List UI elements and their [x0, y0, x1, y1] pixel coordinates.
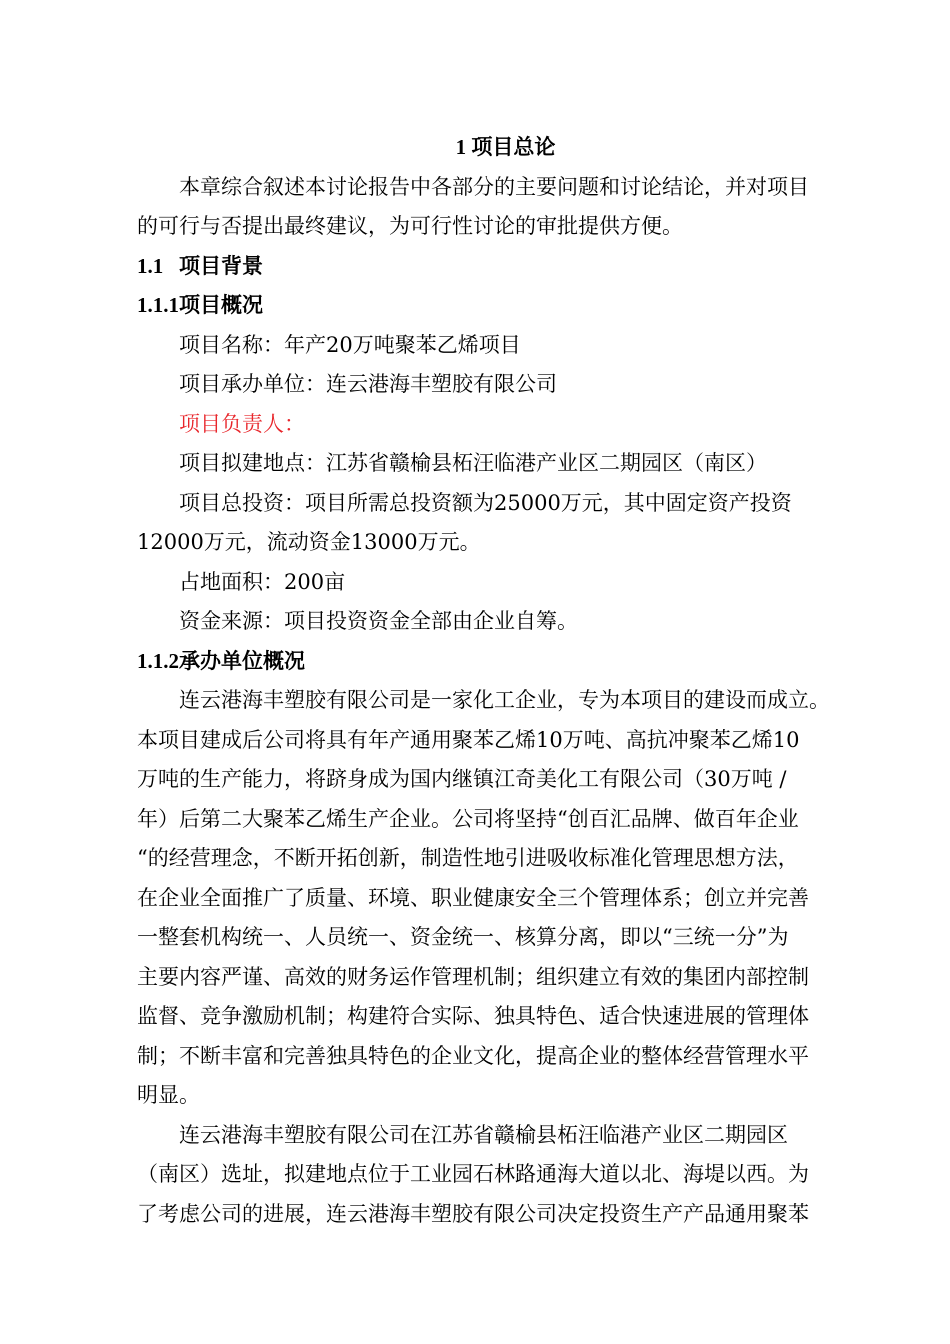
chapter-title: 1 项目总论 [455, 135, 556, 159]
project-leader: 项目负责人： [179, 411, 305, 436]
project-investment-line-1: 项目总投资：项目所需总投资额为25000万元，其中固定资产投资 [179, 490, 792, 515]
project-name: 项目名称：年产20万吨聚苯乙烯项目 [179, 332, 521, 357]
project-investment-line-2: 12000万元，流动资金13000万元。 [137, 530, 481, 554]
para1-line-1: 连云港海丰塑胶有限公司是一家化工企业，专为本项目的建设而成立。 [179, 688, 830, 712]
intro-line-2: 的可行与否提出最终建议，为可行性讨论的审批提供方便。 [137, 214, 683, 238]
para1-line-5: “的经营理念，不断开拓创新，制造性地引进吸收标准化管理思想方法， [137, 846, 799, 870]
para1-line-11: 明显。 [137, 1083, 200, 1107]
project-unit: 项目承办单位：连云港海丰塑胶有限公司 [179, 372, 557, 396]
para1-line-10: 制；不断丰富和完善独具特色的企业文化，提高企业的整体经营管理水平 [137, 1043, 809, 1068]
para2-line-1: 连云港海丰塑胶有限公司在江苏省赣榆县柘汪临港产业区二期园区 [179, 1122, 788, 1147]
project-funding: 资金来源：项目投资资金全部由企业自筹。 [179, 609, 578, 633]
section-heading-1-1-1: 1.1.1项目概况 [137, 293, 263, 317]
para1-line-2: 本项目建成后公司将具有年产通用聚苯乙烯10万吨、高抗冲聚苯乙烯10 [137, 727, 800, 752]
project-area: 占地面积：200亩 [179, 569, 346, 594]
intro-line-1: 本章综合叙述本讨论报告中各部分的主要问题和讨论结论，并对项目 [179, 174, 809, 199]
para1-line-9: 监督、竞争激励机制；构建符合实际、独具特色、适合快速进展的管理体 [137, 1004, 809, 1028]
para1-line-7: 一整套机构统一、人员统一、资金统一、核算分离，即以“三统一分”为 [137, 925, 789, 949]
section-heading-1-1-2: 1.1.2承办单位概况 [137, 648, 305, 673]
document-body [137, 128, 862, 1234]
section-heading-1-1: 1.1 项目背景 [137, 253, 263, 278]
para1-line-4: 年）后第二大聚苯乙烯生产企业。公司将坚持“创百汇品牌、做百年企业 [137, 806, 799, 831]
para1-line-6: 在企业全面推广了质量、环境、职业健康安全三个管理体系；创立并完善 [137, 885, 809, 910]
para1-line-3: 万吨的生产能力，将跻身成为国内继镇江奇美化工有限公司（30万吨 / [137, 767, 787, 791]
para2-line-2: （南区）选址，拟建地点位于工业园石林路通海大道以北、海堤以西。为 [137, 1162, 809, 1186]
project-site: 项目拟建地点：江苏省赣榆县柘汪临港产业区二期园区（南区） [179, 451, 767, 475]
para2-line-3: 了考虑公司的进展，连云港海丰塑胶有限公司决定投资生产产品通用聚苯 [137, 1201, 809, 1226]
para1-line-8: 主要内容严谨、高效的财务运作管理机制；组织建立有效的集团内部控制 [137, 964, 809, 989]
